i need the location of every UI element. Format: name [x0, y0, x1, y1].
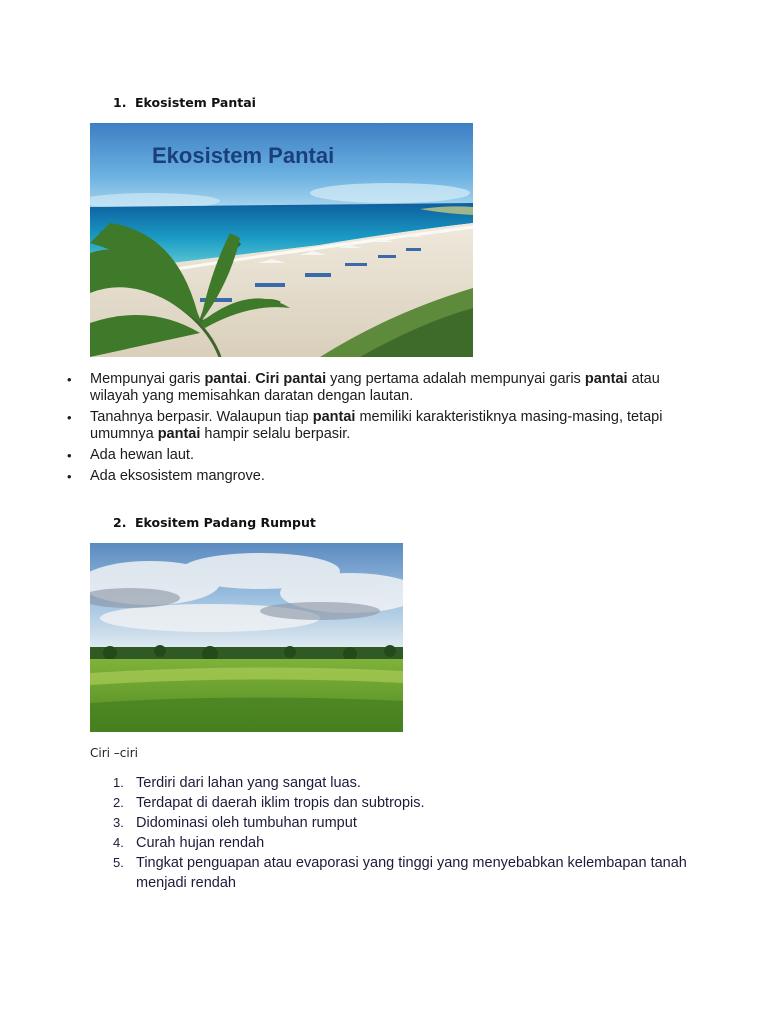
section-2-heading — [113, 515, 316, 530]
list-item: 1. Terdiri dari lahan yang sangat luas. — [113, 775, 361, 791]
beach-image-title: Ekosistem Pantai — [152, 143, 335, 168]
bullet-item: • Mempunyai garis pantai. Ciri pantai yang pertama adalah mempunyai garis pantai atau wilayah yang memisahkan daratan dengan lautan. — [90, 371, 690, 405]
section-1-title: Ekosistem Pantai — [135, 95, 256, 110]
section-2-title: Ekositem Padang Rumput — [135, 515, 316, 530]
section-2-numbered-list — [113, 773, 696, 893]
bullet-item: • Tanahnya berpasir. Walaupun tiap pantai memiliki karakteristiknya masing-masing, tetapi umumnya pantai hampir selalu berpasir. — [90, 409, 690, 443]
list-item: 5. Tingkat penguapan atau evaporasi yang tinggi yang menyebabkan kelembapan tanah menjadi rendah — [113, 855, 687, 891]
list-item: 2. Terdapat di daerah iklim tropis dan subtropis. — [113, 795, 425, 811]
section-1-number: 1. — [113, 95, 127, 110]
bullet-item: • Ada eksosistem mangrove. — [90, 468, 690, 485]
section-2-number: 2. — [113, 515, 127, 530]
grassland-photo — [90, 543, 403, 732]
ciri-caption: Ciri –ciri — [90, 746, 138, 760]
beach-photo — [90, 123, 473, 357]
list-item: 4. Curah hujan rendah — [113, 835, 265, 851]
section-1-heading — [113, 95, 256, 110]
bullet-item: • Ada hewan laut. — [90, 447, 690, 464]
list-item: 3. Didominasi oleh tumbuhan rumput — [113, 815, 357, 831]
section-1-bullet-list — [90, 371, 690, 489]
